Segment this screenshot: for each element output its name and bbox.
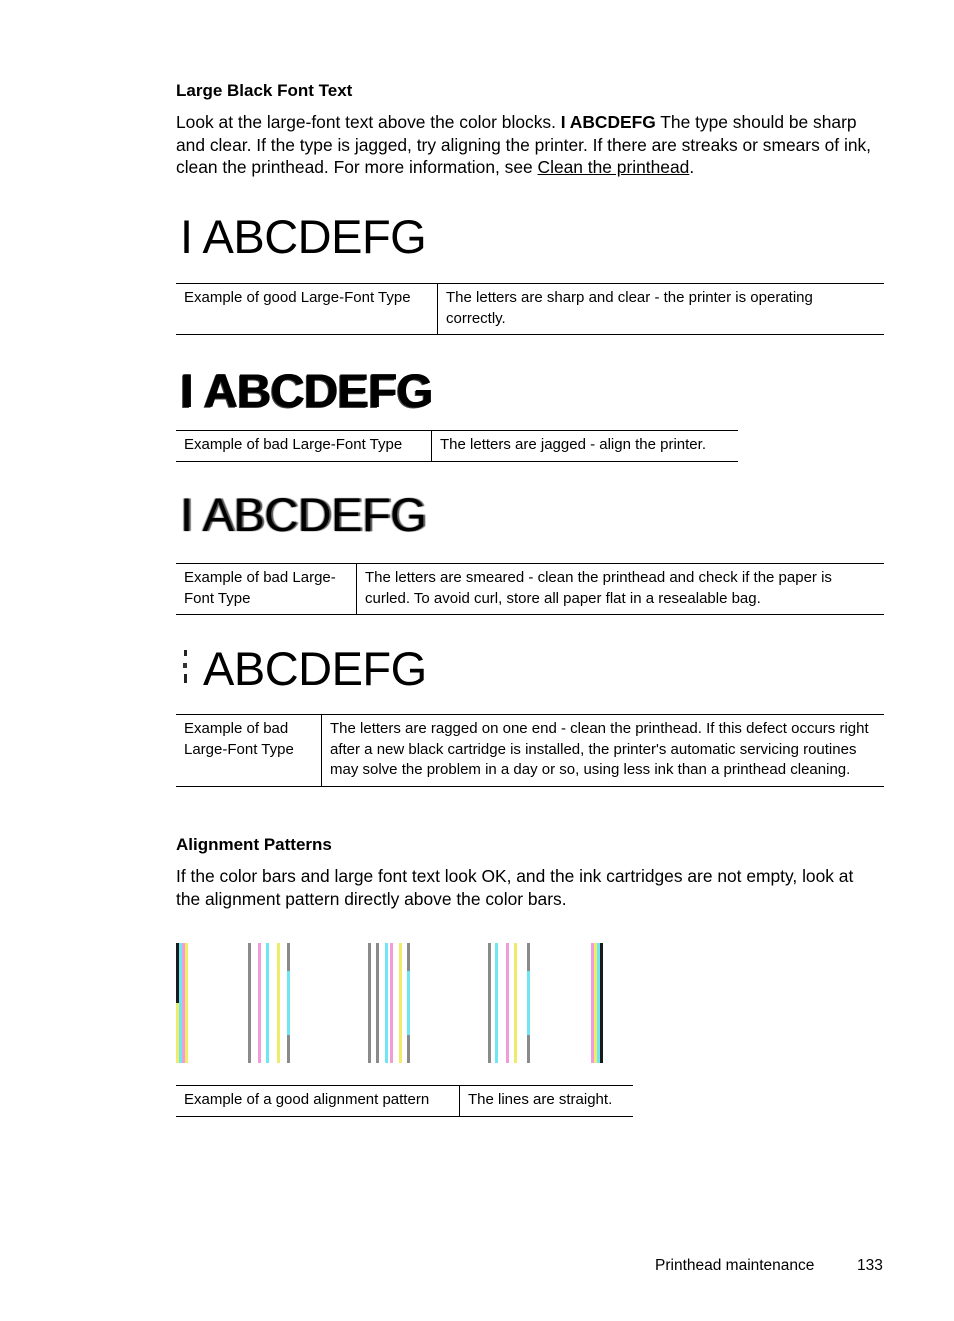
ragged-stroke-fragments bbox=[183, 650, 188, 684]
example-table-good bbox=[176, 283, 884, 335]
alignment-group-1 bbox=[176, 943, 188, 1063]
example-label: Example of good Large-Font Type bbox=[176, 284, 438, 335]
sample-good-large-font: I ABCDEFG bbox=[180, 210, 427, 263]
alignment-group-4 bbox=[488, 943, 532, 1063]
example-table-alignment bbox=[176, 1085, 633, 1117]
section-heading-alignment-patterns: Alignment Patterns bbox=[176, 835, 332, 854]
footer-page-number: 133 bbox=[857, 1257, 883, 1274]
example-table-smeared bbox=[176, 563, 884, 615]
example-description: The lines are straight. bbox=[460, 1086, 634, 1117]
example-description: The letters are ragged on one end - clean the printhead. If this defect occurs right after a new black cartridge is installed, the printer's automatic servicing routines may solve the problem in a day or so, using less ink than a printhead cleaning. bbox=[322, 715, 885, 787]
section-heading-large-black-font: Large Black Font Text bbox=[176, 81, 353, 100]
clean-printhead-link[interactable]: Clean the printhead bbox=[537, 157, 690, 177]
example-table-jagged bbox=[176, 430, 738, 462]
example-table-ragged bbox=[176, 714, 884, 787]
alignment-group-3 bbox=[368, 943, 412, 1063]
example-description: The letters are smeared - clean the printhead and check if the paper is curled. To avoid curl, store all paper flat in a resealable bag. bbox=[357, 564, 885, 615]
paragraph-text-end: . bbox=[689, 157, 695, 177]
example-label: Example of bad Large-Font Type bbox=[176, 431, 432, 462]
footer-section-name: Printhead maintenance bbox=[655, 1257, 815, 1274]
sample-jagged-large-font: I ABCDEFG bbox=[180, 364, 433, 417]
example-description: The letters are sharp and clear - the printer is operating correctly. bbox=[438, 284, 885, 335]
example-label: Example of a good alignment pattern bbox=[176, 1086, 460, 1117]
example-label: Example of bad Large-Font Type bbox=[176, 564, 357, 615]
alignment-group-2 bbox=[248, 943, 292, 1063]
example-description: The letters are jagged - align the printer. bbox=[432, 431, 739, 462]
alignment-paragraph: If the color bars and large font text look OK, and the ink cartridges are not empty, look at the alignment pattern directly above the color bars. bbox=[176, 866, 854, 909]
example-label: Example of bad Large-Font Type bbox=[176, 715, 322, 787]
alignment-group-5 bbox=[591, 943, 603, 1063]
paragraph-sample-text: I ABCDEFG bbox=[560, 112, 656, 132]
sample-ragged-large-font: ABCDEFG bbox=[203, 642, 427, 695]
large-font-paragraph bbox=[176, 111, 876, 179]
paragraph-text-middle: The type should be sharp and clear. If the type is jagged, try aligning the printer. If there are streaks or smears of ink, clean the printhead. For more information, see bbox=[176, 112, 872, 177]
sample-smeared-large-font: I ABCDEFG bbox=[180, 488, 427, 541]
paragraph-text-start: Look at the large-font text above the color blocks. bbox=[176, 112, 561, 132]
